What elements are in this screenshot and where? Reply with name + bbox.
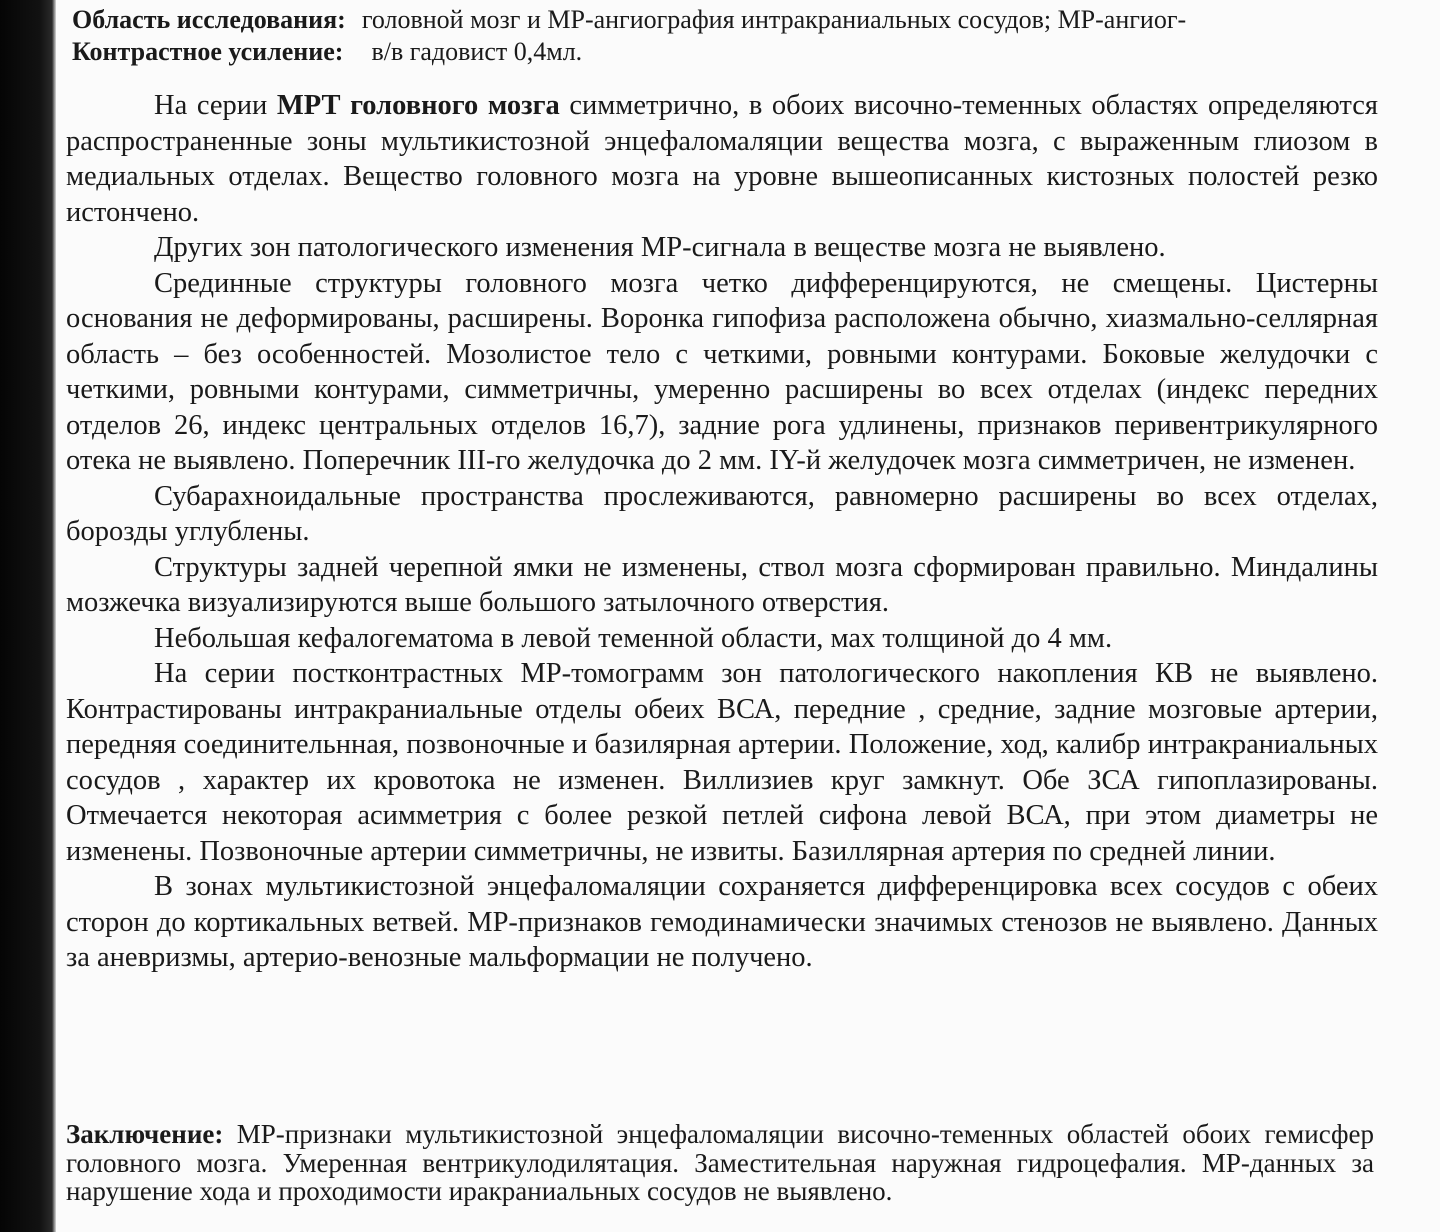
paragraph-postcontrast: На серии постконтрастных МР-томограмм зон патологического накопления КВ не выявлено. Контрастированы интракраниальные отделы обеих ВСА, передние , средние, задние мозговые артерии, передняя соединительнная, позвоночные и базилярная артерии. Положение, ход, калибр интракраниальных сосудов , характер их кровотока не изменен. Виллизиев круг замкнут. Обе ЗСА гипоплазированы. Отмечается некоторая асимметрия с более резкой петлей сифона левой ВСА, при этом диаметры не изменены. Позвоночные артерии симметричны, не извиты. Базиллярная артерия по средней линии. [66,658,1378,867]
paragraph-no-other-zones: Других зон патологического изменения МР-сигнала в веществе мозга не выявлено. [154,232,1166,263]
paragraph-bold-term: МРТ головного мозга [276,90,560,121]
paragraph-vessel-differentiation: В зонах мультикистозной энцефаломаляции сохраняется дифференцировка всех сосудов с обеих сторон до кортикальных ветвей. МР-признаков гемодинамически значимых стенозов не выявлено. Данных за аневризмы, артерио-венозные мальформации не получено. [66,871,1378,973]
report-body [66,88,1378,976]
study-area-row [72,4,1372,36]
contrast-label: Контрастное усиление: [72,37,344,66]
conclusion-paragraph [66,1120,1374,1206]
paragraph-posterior-fossa: Структуры задней черепной ямки не изменены, ствол мозга сформирован правильно. Миндалины мозжечка визуализируются выше большого затылочного отверстия. [66,551,1378,618]
report-header [72,4,1372,68]
paragraph-cephalohematoma: Небольшая кефалогематома в левой теменной области, мах толщиной до 4 мм. [154,622,1113,654]
contrast-row [72,36,1372,68]
paragraph-midline-structures: Срединные структуры головного мозга четко дифференцируются, не смещены. Цистерны основания не деформированы, расширены. Воронка гипофиза расположена обычно, хиазмально-селлярная область – без особенностей. Мозолистое тело с четкими, ровными контурами. Боковые желудочки с четкими, ровными контурами, симметричны, умеренно расширены во всех отделах (индекс передних отделов 26, индекс центральных отделов 16,7), задние рога удлинены, признаков перивентрикулярного отека не выявлено. Поперечник III-го желудочка до 2 мм. IY-й желудочек мозга симметричен, не изменен. [66,267,1378,476]
conclusion-block [66,1120,1374,1206]
study-area-value: головной мозг и МР-ангиография интракраниальных сосудов; МР-ангиог- [361,5,1187,34]
scan-edge-shadow [0,0,56,1232]
paragraph-suffix: симметрично, в обоих височно-теменных областях определяются распространенные зоны мультикистозной энцефаломаляции вещества мозга, с выраженным глиозом в медиальных отделах. Вещество головного мозга на уровне вышеописанных кистозных полостей резко истончено. [66,90,1378,228]
paragraph-prefix: На серии [154,90,277,121]
paragraph-mri-brain [66,88,1378,230]
contrast-value: в/в гадовист 0,4мл. [371,37,583,66]
conclusion-text: МР-признаки мультикистозной энцефаломаляции височно-теменных областей обоих гемисфер головного мозга. Умеренная вентрикулодилятация. Заместительная наружная гидроцефалия. МР-данных за нарушение хода и проходимости иракраниальных сосудов не выявлено. [66,1119,1374,1206]
conclusion-label: Заключение: [66,1119,224,1149]
study-area-label: Область исследования: [72,5,346,34]
paragraph-subarachnoid: Субарахноидальные пространства прослеживаются, равномерно расширены во всех отделах, борозды углублены. [66,480,1378,547]
